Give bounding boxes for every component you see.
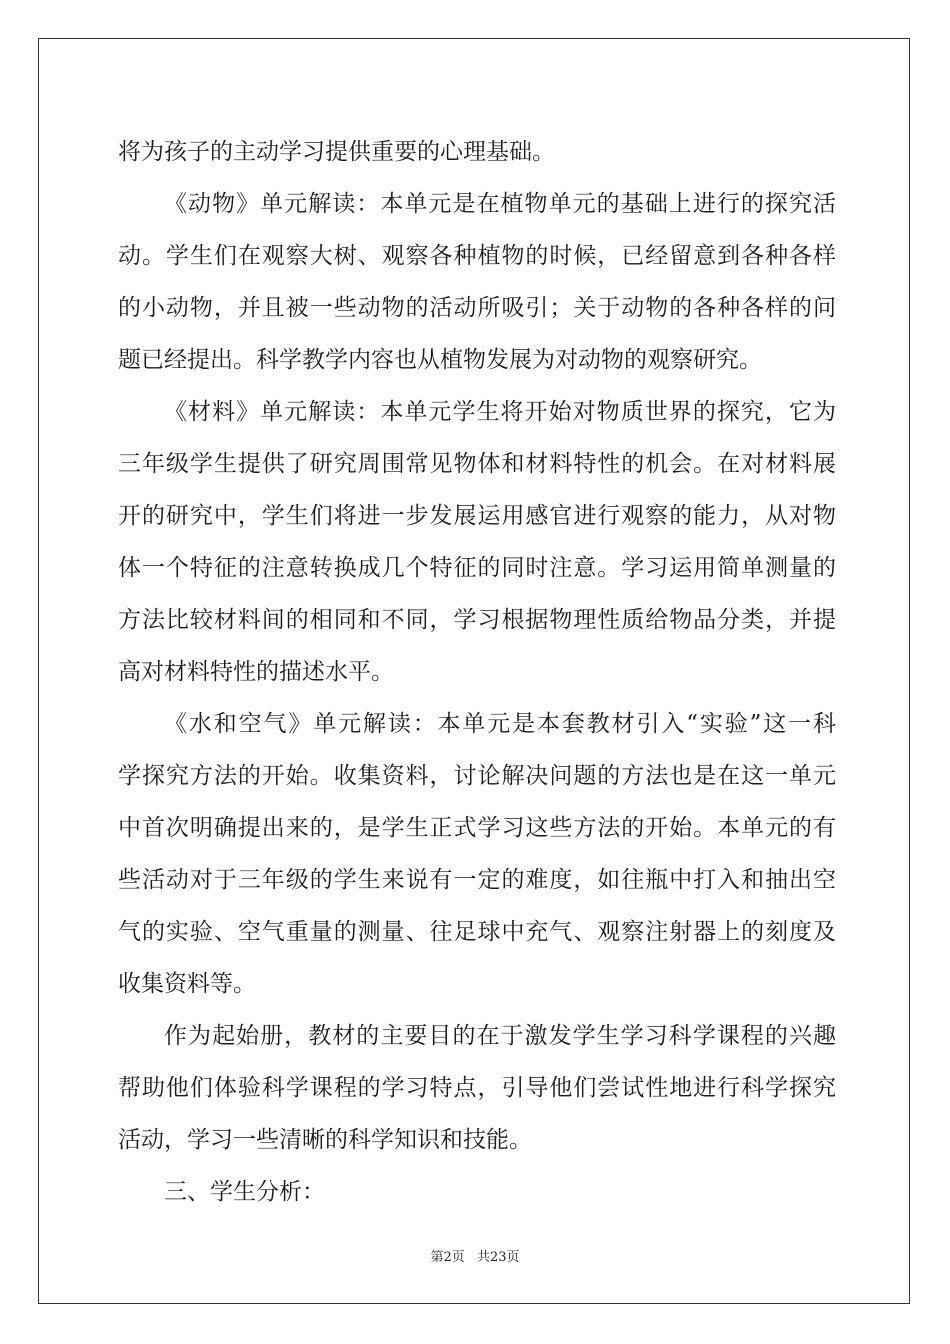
text-line: 动。学生们在观察大树、观察各种植物的时候，已经留意到各种各样 bbox=[118, 243, 836, 269]
text-line: 中首次明确提出来的，是学生正式学习这些方法的开始。本单元的有 bbox=[118, 815, 836, 841]
text-line: 《水和空气》单元解读：本单元是本套教材引入“实验”这一科 bbox=[164, 711, 836, 737]
text-line: 些活动对于三年级的学生来说有一定的难度，如往瓶中打入和抽出空 bbox=[118, 867, 836, 893]
text-line: 三、学生分析： bbox=[164, 1179, 325, 1205]
page-footer bbox=[0, 1246, 950, 1265]
text-line: 三年级学生提供了研究周围常见物体和材料特性的机会。在对材料展 bbox=[118, 451, 836, 477]
text-line: 帮助他们体验科学课程的学习特点，引导他们尝试性地进行科学探究 bbox=[118, 1075, 836, 1101]
text-line: 气的实验、空气重量的测量、往足球中充气、观察注射器上的刻度及 bbox=[118, 919, 836, 945]
text-line: 将为孩子的主动学习提供重要的心理基础。 bbox=[118, 139, 555, 165]
text-line: 方法比较材料间的相同和不同，学习根据物理性质给物品分类，并提 bbox=[118, 607, 836, 633]
document-body bbox=[118, 126, 836, 1218]
text-line: 收集资料等。 bbox=[118, 971, 256, 997]
text-line: 《动物》单元解读：本单元是在植物单元的基础上进行的探究活 bbox=[164, 191, 836, 217]
page-number: 第2页 bbox=[430, 1250, 465, 1265]
text-line: 体一个特征的注意转换成几个特征的同时注意。学习运用简单测量的 bbox=[118, 555, 836, 581]
text-line: 开的研究中，学生们将进一步发展运用感官进行观察的能力，从对物 bbox=[118, 503, 836, 529]
text-line: 学探究方法的开始。收集资料，讨论解决问题的方法也是在这一单元 bbox=[118, 763, 836, 789]
page-total: 共23页 bbox=[476, 1250, 520, 1265]
text-line: 活动，学习一些清晰的科学知识和技能。 bbox=[118, 1127, 532, 1153]
text-line: 《材料》单元解读：本单元学生将开始对物质世界的探究，它为 bbox=[164, 399, 836, 425]
text-line: 的小动物，并且被一些动物的活动所吸引；关于动物的各种各样的问 bbox=[118, 295, 836, 321]
text-line: 作为起始册，教材的主要目的在于激发学生学习科学课程的兴趣 bbox=[164, 1023, 836, 1049]
text-line: 高对材料特性的描述水平。 bbox=[118, 659, 394, 685]
text-line: 题已经提出。科学教学内容也从植物发展为对动物的观察研究。 bbox=[118, 347, 762, 373]
